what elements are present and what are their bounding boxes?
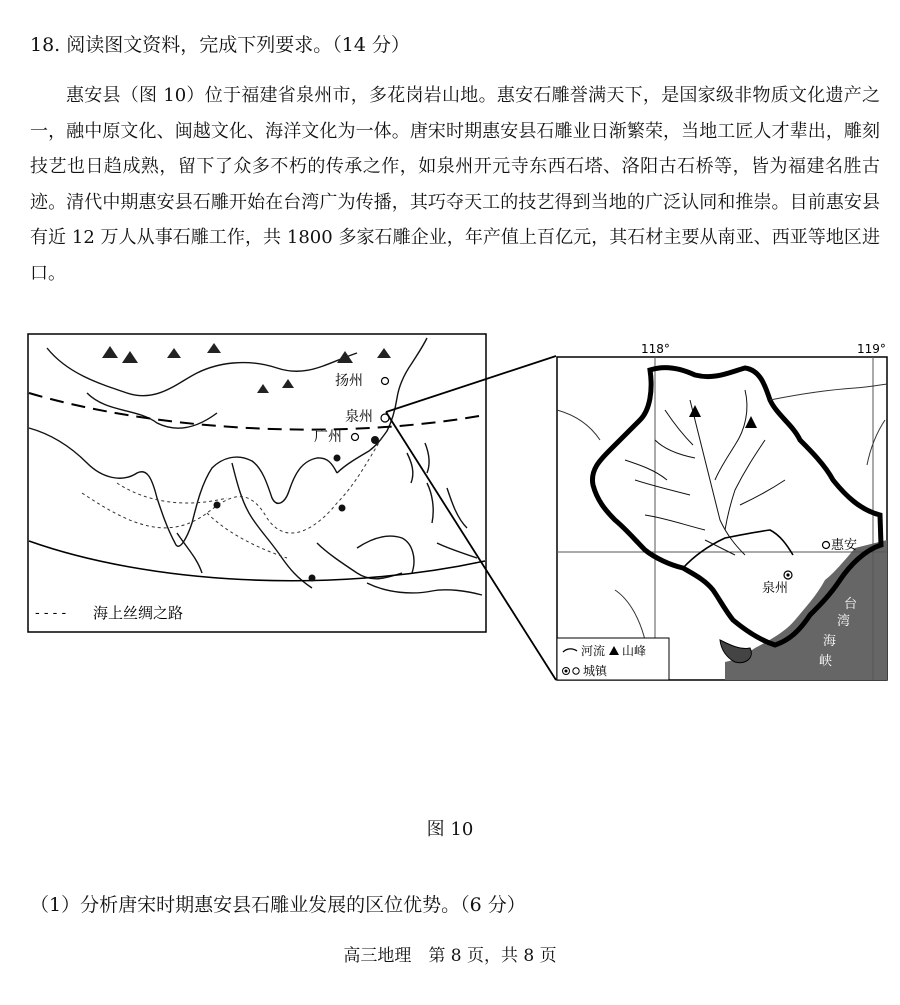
label-guangzhou: 广州	[314, 429, 342, 445]
sub-question-1: （1）分析唐宋时期惠安县石雕业发展的区位优势。（6 分）	[30, 894, 526, 916]
lon-118-label: 118°	[641, 342, 670, 356]
question-title: 18. 阅读图文资料，完成下列要求。（14 分）	[30, 34, 410, 56]
figure-caption: 图 10	[426, 819, 474, 840]
connector-lines	[380, 350, 560, 690]
svg-text:峡: 峡	[819, 654, 833, 669]
question-paragraph: 惠安县（图 10）位于福建省泉州市，多花岗岩山地。惠安石雕誉满天下，是国家级非物质文化遗产之一，融中原文化、闽越文化、海洋文化为一体。唐宋时期惠安县石雕业日渐繁荣，当地工匠人才辈出，雕刻技艺也日趋成熟，留下了众多不朽的传承之作，如泉州开元寺东西石塔、洛阳古石桥等，皆为福建名胜古迹。清代中期惠安县石雕开始在台湾广为传播，其巧夺天工的技艺得到当地的广泛认同和推崇。目前惠安县有近 12 万人从事石雕工作，共 1800 多家石雕企业，年产值上百亿元，其石材主要从南亚、西亚等地区进口。	[30, 85, 880, 284]
right-map-legend	[557, 638, 669, 680]
legend-town: 城镇	[583, 664, 608, 678]
legend-line: - - - -	[35, 606, 67, 621]
legend-peak: 山峰	[622, 644, 647, 658]
page-footer: 高三地理 第 8 页，共 8 页	[343, 946, 557, 966]
label-quanzhou-right: 泉州	[762, 581, 789, 596]
legend-silk-road: 海上丝绸之路	[93, 604, 184, 622]
label-yangzhou: 扬州	[335, 373, 363, 389]
label-quanzhou: 泉州	[345, 409, 373, 425]
svg-text:海: 海	[823, 634, 837, 649]
legend-river: 河流	[581, 644, 606, 658]
lon-119-label: 119°	[857, 342, 886, 356]
right-map	[555, 340, 890, 685]
label-huian: 惠安	[831, 538, 858, 553]
huian-town-marker	[823, 542, 830, 549]
svg-text:台: 台	[844, 597, 858, 612]
town-legend-icon	[573, 668, 579, 674]
guangzhou-city-marker	[352, 434, 359, 441]
svg-text:湾: 湾	[837, 614, 851, 629]
